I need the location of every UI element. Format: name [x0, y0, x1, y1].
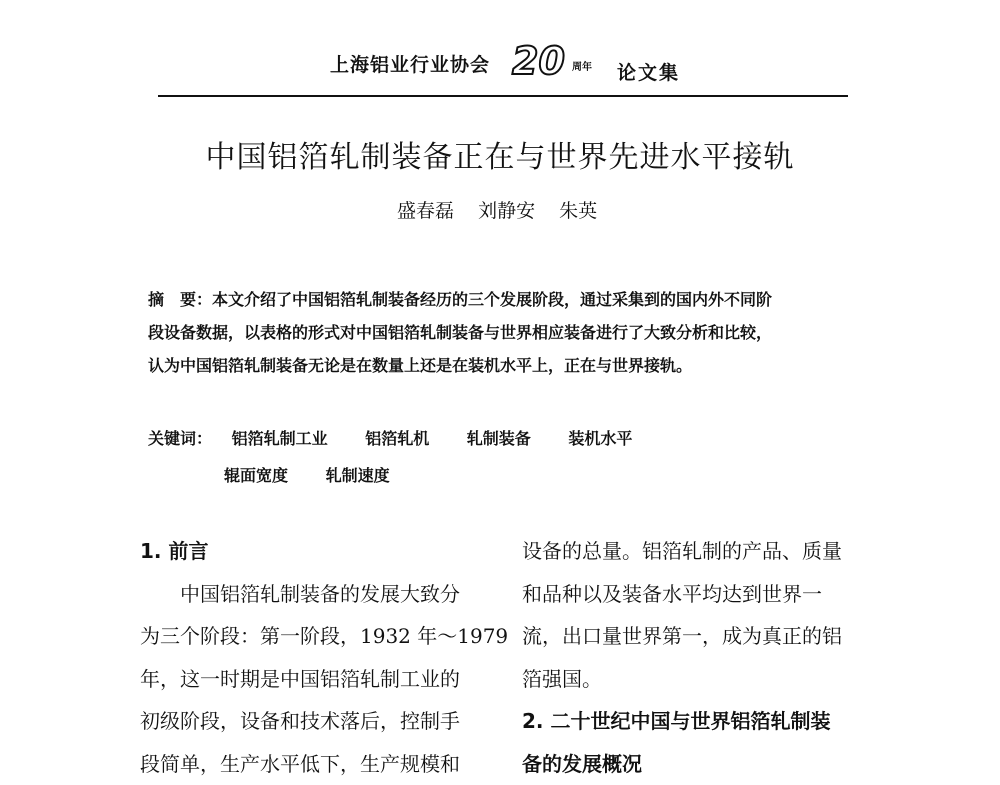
author: 刘静安: [478, 200, 535, 222]
anniversary-suffix: 周年: [572, 58, 592, 73]
keyword: 轧制装备: [467, 429, 531, 448]
running-header-collection: 论文集: [617, 58, 680, 85]
body-line: 段简单，生产水平低下，生产规模和: [140, 743, 475, 785]
keyword: 装机水平: [568, 429, 632, 448]
author: 朱英: [559, 200, 597, 222]
keywords-label: 关键词：: [148, 429, 212, 448]
body-line: 流，出口量世界第一，成为真正的铝: [522, 615, 862, 658]
svg-text:20: 20: [512, 40, 565, 80]
header-rule: [158, 95, 848, 97]
abstract-line: 段设备数据，以表格的形式对中国铝箔轧制装备与世界相应装备进行了大致分析和比较，: [148, 316, 828, 349]
authors: [397, 196, 615, 223]
keyword: 铝箔轧机: [365, 429, 429, 448]
anniversary-20-logo: [510, 40, 572, 80]
body-line: 初级阶段，设备和技术落后，控制手: [140, 700, 475, 743]
body-line: 箔强国。: [522, 658, 862, 701]
paper-title: 中国铝箔轧制装备正在与世界先进水平接轨: [0, 132, 1000, 176]
body-line: 和品种以及装备水平均达到世界一: [522, 573, 862, 616]
section-heading: 备的发展概况: [522, 743, 862, 785]
keyword: 轧制速度: [326, 466, 390, 485]
body-column-right: [522, 530, 862, 785]
section-heading: 2. 二十世纪中国与世界铝箔轧制装: [522, 700, 862, 743]
body-line: 为三个阶段：第一阶段，1932 年～1979: [140, 615, 475, 658]
body-line: 设备的总量。铝箔轧制的产品、质量: [522, 530, 862, 573]
keywords: [148, 426, 664, 449]
section-heading: 1. 前言: [140, 530, 475, 573]
keywords-continued: [224, 463, 422, 486]
author: 盛春磊: [397, 200, 454, 222]
keyword: 铝箔轧制工业: [232, 429, 328, 448]
abstract-line: 摘 要：本文介绍了中国铝箔轧制装备经历的三个发展阶段，通过采集到的国内外不同阶: [148, 283, 828, 316]
abstract-line: 认为中国铝箔轧制装备无论是在数量上还是在装机水平上，正在与世界接轨。: [148, 349, 828, 382]
body-column-left: [140, 530, 475, 785]
body-line: 年，这一时期是中国铝箔轧制工业的: [140, 658, 475, 701]
keyword: 辊面宽度: [224, 466, 288, 485]
body-line: 中国铝箔轧制装备的发展大致分: [140, 573, 475, 616]
running-header-org: 上海铝业行业协会: [330, 50, 490, 77]
abstract: [148, 283, 828, 382]
